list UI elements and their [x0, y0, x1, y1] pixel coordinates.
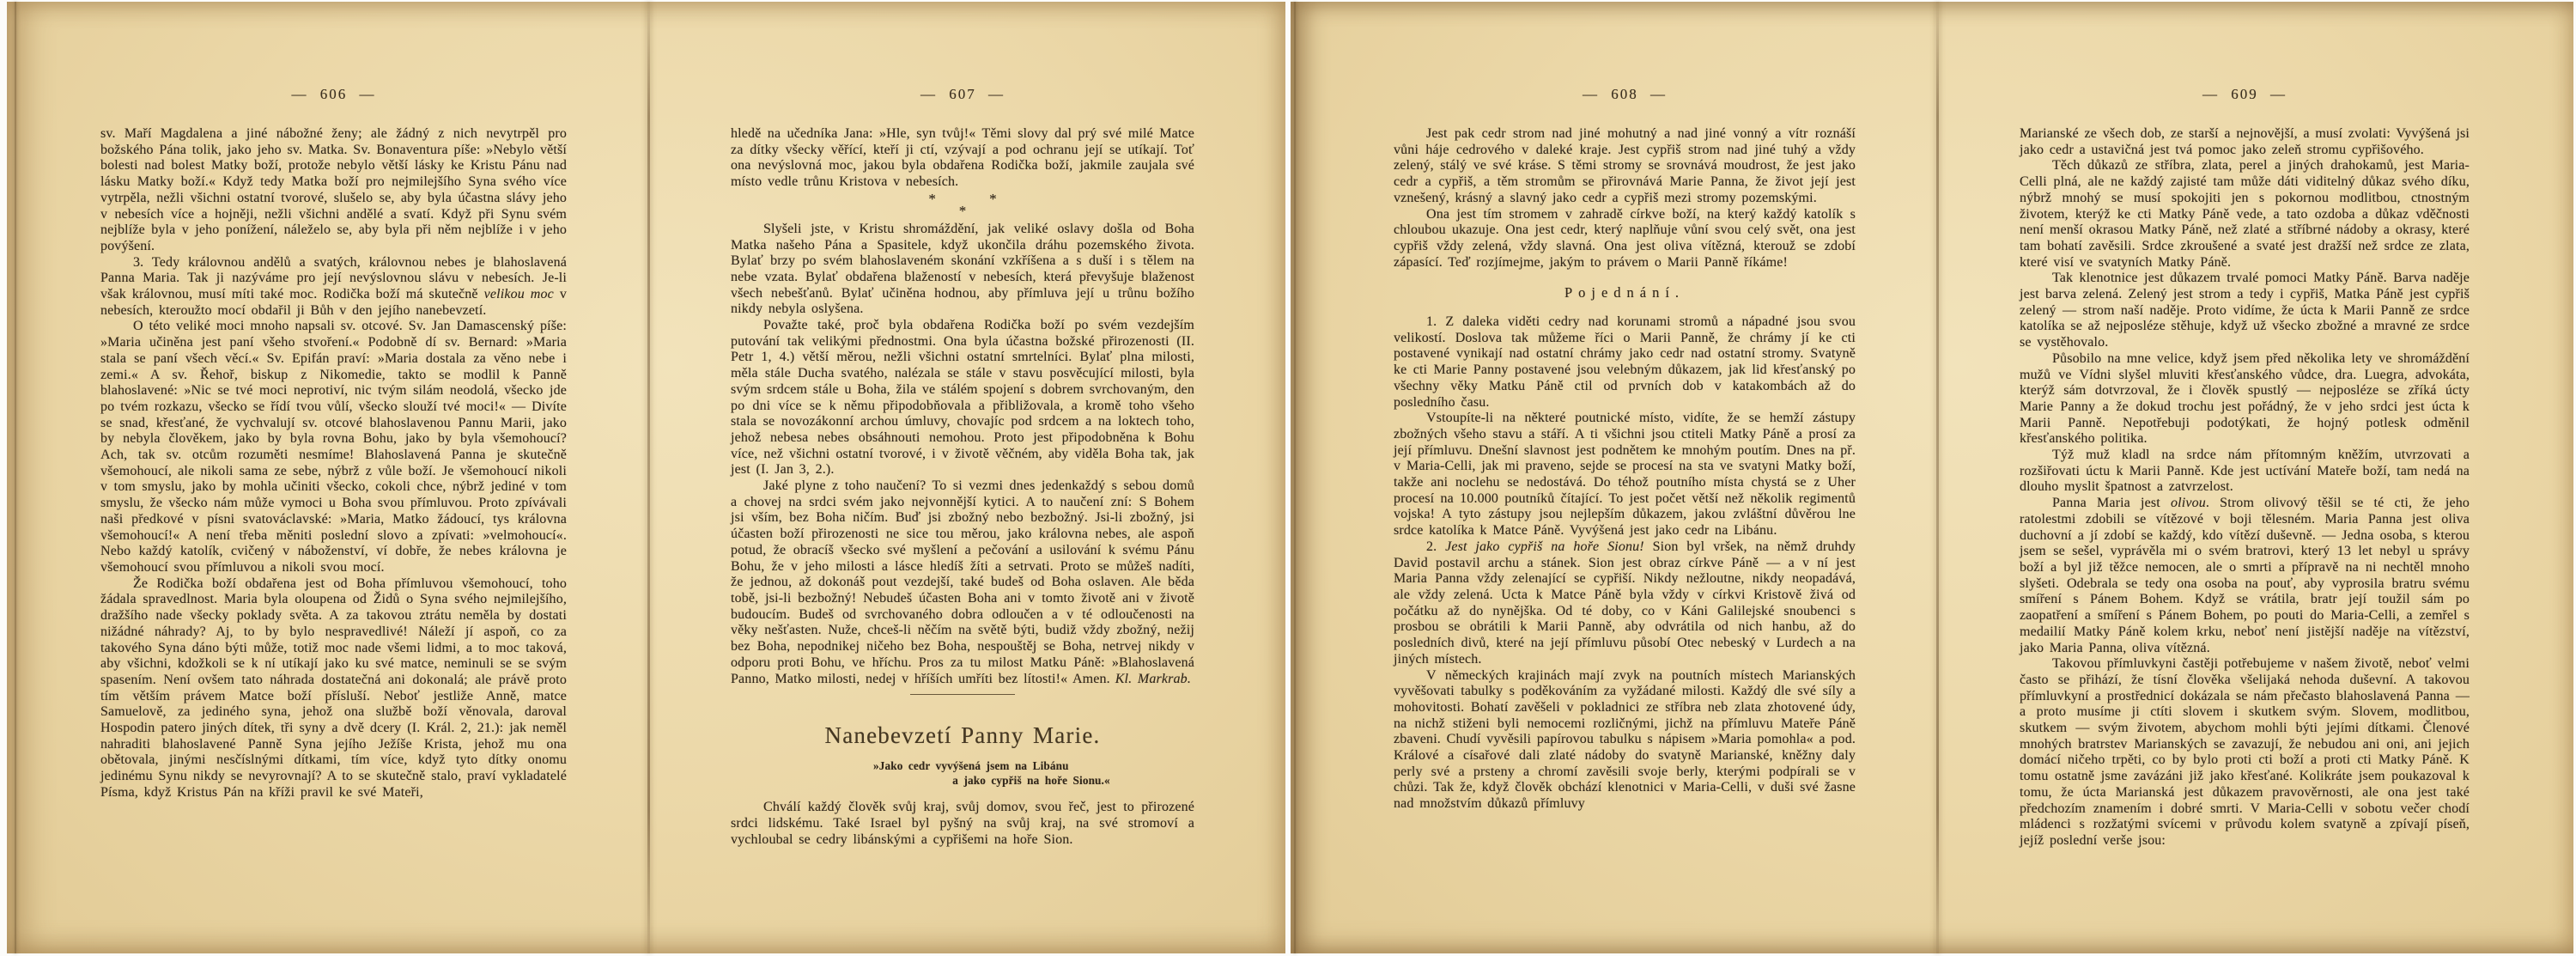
paragraph: V německých krajinách mají zvyk na poutních místech Marianských vyvěšovati tabulky s poděkováním za vyžádané milosti. Každý dle své síly a mohovitosti. Bohatí zavěšeli v pokladnici ze stříbra neb zlata zhotovené údy, na nichž stiženi byli nemocemi rozličnými, jichž na přímluvu Mateře Páně zbaveni. Chudí vyvěsili papírovou tabulku s nápisem »Maria pomohla« a pod. Králové a císařové dali zlaté nádoby do svatyně Marianské, kněžny daly perly své a prsteny a chromí zavěsili svoje berly, kterými podpírali se v chůzi. Tak že, když člověk obchází klenotnici v Maria-Celli, v duši své žasne nad množstvím důkazů přímluvy	[1394, 667, 1856, 812]
asterisk-row: *	[958, 202, 967, 219]
paragraph: Tak klenotnice jest důkazem trvalé pomoci Matky Páně. Barva naděje jest barva zelená. Zelený jest strom a tedy i cypřiš, Matka Páně jest cypřiš zelený — strom naší naděje. Proto vidíme, že úcta k Marii Panně ze srdce katolíka se až nejposléze stěhuje, když už všecko zbožné a mravné ze srdce se vystěhovalo.	[2020, 271, 2470, 350]
gutter-edge-line	[1294, 2, 1296, 953]
paragraph: Týž muž kladl na srdce nám přítomným kněžím, utvrzovati a rozšiřovati úctu k Marii Panně. Kde jest uctívání Mateře boží, tam nedá na dlouho myslit špatnost a zatvrzelost.	[2020, 448, 2470, 495]
epigraph	[873, 758, 1189, 788]
paragraph: sv. Maří Magdalena a jiné nábožné ženy; ale žádný z nich nevytrpěl pro božského Pána tolik, jako jeho sv. Matka. Sv. Bonaventura píše: »Nebylo větší bolesti nad bolest Matky boží, protože nebylo větší lásky ke Kristu Pánu nad lásku Matky boží.« Když tedy Matka boží pro nejmilejšího Syna svého více vytrpěla, nežli všichni ostatní tvorové, slušelo se, aby byla účastna slávy jeho v nebesích více a hojněji, nežli všichni andělé a svatí. Když při Synu svém nejblíže byla v jeho ponížení, náleželo se, aby byla při něm nejblíže i v jeho povýšení.	[100, 126, 567, 253]
page-606	[100, 86, 567, 801]
paragraph: Vstoupíte-li na některé poutnické místo, vidíte, že se hemží zástupy zbožných všeho stavu a stáří. A ti všichni jsou ctiteli Matky Páně a prosí za její přímluvu. Dnešní slavnost jest podnětem ke mnohým poutím. Dnes na př. v Maria-Celli, jak mi praveno, sejde se procesí na sta ve svatyni Matky boží, takže ani noclehu se nedostává. Do téhož poutního místa chystá se z Uher procesí na 10.000 poutníků čítající. To jest počet větší než několik regimentů vojska! A tyto zástupy jsou nejlepším důkazem, jakou zvláštní důvěrou lne srdce katolíka k Matce Páně. Vyvýšená jest jako cedr na Libánu.	[1394, 411, 1856, 539]
asterisk-row: * *	[928, 190, 997, 207]
page-number-header: — 606 —	[291, 86, 376, 102]
paragraph: Těch důkazů ze stříbra, zlata, perel a jiných drahokamů, jest Maria-Celli plná, ale ne každý zajisté tam může dáti viditelný důkaz svého díku, nýbrž mnohý se musí spokojiti jen s pokornou modlitbou, ctnostným životem, kterýž ke cti Matky Páně vede, a tato ozdoba a důkaz vděčnosti není menší okrasou Matky Páně, než zlaté a stříbrné nádoby a okrasy, které tam bohatí zavěsili. Srdce zkroušené a svaté jest dražší než srdce ze zlata, které visí ve svatyních Matky Páně.	[2020, 158, 2470, 270]
page-number-header: — 608 —	[1583, 86, 1667, 102]
spread-center-crease	[647, 2, 650, 953]
page-content	[1394, 126, 1856, 813]
paragraph: Jaké plyne z toho naučení? To si vezmi dnes jedenkaždý s sebou domů a chovej na srdci svém jako nejvonnější kytici. A to naučení zní: S Bohem jsi vším, bez Boha ničím. Buď jsi zbožný nebo bezbožný. Jsi-li zbožný, jsi účasten boží přirozenosti ne sice tou měrou, jako královna nebes, ale aspoň potud, že obracíš všecko své myšlení a pečování a usilování k svému Pánu Bohu, že v jeho milosti a lásce hledíš žíti a setrvati. Proto se můžeš nadíti, že jednou, až dokonáš pout vezdejší, také budeš od Boha oslaven. Ale běda tobě, jsi-li bezbožný! Nebudeš účasten Boha ani v tomto životě ani v životě budoucím. Budeš od svrchovaného dobra odloučen a v té odloučenosti na věky nešťasten. Nuže, chceš-li něčím na světě býti, budiž vždy zbožný, nežij bez Boha, nepodnikej ničeho bez Boha, nespouštěj se Boha, netrvej nikdy v odporu proti Bohu, ve hříchu. Pros za tu milost Matku Páně: »Blahoslavená Panno, Matko milosti, nedej v hříších umříti bez lítosti!« Amen.	[731, 478, 1194, 686]
author-signature: Kl. Markrab.	[1115, 671, 1191, 686]
book-edge-line	[15, 2, 16, 953]
asterisk-separator	[731, 190, 1194, 219]
paragraph: Slyšeli jste, v Kristu shromáždění, jak veliké oslavy došla od Boha Matka našeho Pána a Spasitele, když ukončila dráhu pozemského života. Bylať brzy po svém blahoslaveném skonání vzkříšena a s duší i s tělem na nebe vzata. Bylať obdařena blažeností v nebesích, která převyšuje blaženost všech nebešťanů. Bylať učiněna hodnou, aby přímluva její u trůnu božího nikdy nebyla oslyšena.	[731, 221, 1194, 317]
paragraph: Chválí každý člověk svůj kraj, svůj domov, svou řeč, jest to přirozené srdci lidskému. Také Israel byl pyšný na svůj kraj, na své stromoví a vychloubal se cedry libánskými a cypřišemi na hoře Sion.	[731, 800, 1194, 847]
paragraph: 1. Z daleka viděti cedry nad korunami stromů a nápadné jsou svou velikostí. Doslova tak můžeme říci o Marii Panně, že chrámy jí ke cti postavené vynikají nad ostatní chrámy jako cedr nad ostatní stromy. Svatyně ke cti Marie Panny postavené jsou velebným důkazem, jak lid křesťanský po všechny věky Matku Páně ctil od prvních dob v katakombách až do posledního času.	[1394, 314, 1856, 410]
sermon-title: Nanebevzetí Panny Marie.	[824, 722, 1101, 749]
paragraph: Považte také, proč byla obdařena Rodička boží po svém vezdejším putování tak velikými přednostmi. Ona byla účastna božské přirozenosti (II. Petr 1, 4.) větší měrou, nežli všichni ostatní smrtelníci. Bylať plna milosti, měla stále Ducha svatého, nalézala se stále v stavu posvěcující milosti, byla svým srdcem stále u Boha, žila ve stálém spojení s dobrem svrchovaným, den po dni více se k němu připodobňovala a přibližovala, a kromě toho všeho stala se novozákonní archou úmluvy, chovajíc pod srdcem a na loktech toho, jehož nebesa nebes obsáhnouti nemohou. Proto jest připodobněna k Bohu více, než všichni ostatní tvorové, i v životě věčném, aby viděla Boha tak, jak jest (I. Jan 3, 2.).	[731, 318, 1194, 478]
page-number-header: — 607 —	[920, 86, 1005, 102]
page-number-header: — 609 —	[2202, 86, 2287, 102]
section-heading: Pojednání.	[1564, 284, 1686, 301]
paragraph: O této veliké moci mnoho napsali sv. otcové. Sv. Jan Damascenský píše: »Maria učiněna jest paní všeho stvoření.« Podobně dí sv. Bernard: »Maria stala se paní všech věcí.« Sv. Epifán praví: »Maria dostala za věno nebe i zemi.« A sv. Řehoř, biskup z Nikomedie, takto se modlil k Panně blahoslavené: »Nic se tvé moci neprotiví, nic tvým silám neodolá, všecko jde po tvém rozkazu, všecko se řídí tvou vůlí, všecko slouží tvé moci!« — Divíte se snad, křesťané, že vychvalují sv. otcové blahoslavenou Pannu Marii, jako by nebyla člověkem, jako by byla rovna Bohu, jako by byla všemohoucí? Ach, tak sv. otcům rozuměti nesmíme! Blahoslavená Panna je skutečně všemohoucí, ale nikoli sama ze sebe, nýbrž z vůle boží. Je všemohoucí nikoli v tom smyslu, jako by mohla učiniti všecko, cokoli chce, nýbrž jediné v tom smyslu, že všecko nám může vymoci u Boha svou přímluvou. Proto zpívávali naši předkové v písni svatováclavské: »Maria, Matko žádoucí, tys královna všemohoucí!« A není třeba měniti poslední slovo a zpívati: »velmohoucí«. Nebo každý katolík, cvičený v náboženství, ví dobře, že nebes královna je všemohoucí svou přímluvou a nikoli svou mocí.	[100, 319, 567, 575]
paragraph: 2. Jest jako cypřiš na hoře Sionu! Sion byl vršek, na němž druhdy David postavil archu a stánek. Sion jest obraz církve Páně — a v ní jest Maria Panna vždy zelenající se cypřiší. Nikdy nežloutne, nikdy neopadává, ale vždy zelená. Ucta k Matce Páně byla vždy v církvi Kristově živá od počátku až do nynějška. Od té doby, co v Káni Galilejské snoubenci s prosbou se obrátili k Marii Panně, aby odvrátila od nich hanbu, až do posledních divů, které na její přímluvu působí Otec nebeský v Lurdech a na jiných místech.	[1394, 539, 1856, 667]
epigraph-line: a jako cypřiš na hoře Sionu.«	[952, 774, 1110, 788]
spread-center-crease	[1936, 2, 1939, 953]
page-content	[100, 126, 567, 801]
page-content	[2020, 126, 2470, 849]
page-content	[731, 126, 1194, 848]
epigraph-line: »Jako cedr vyvýšená jsem na Libánu	[873, 759, 1069, 773]
paragraph: 3. Tedy královnou andělů a svatých, královnou nebes je blahoslavená Panna Maria. Tak ji nazýváme pro její nevýslovnou slávu v nebesích. Je-li však královnou, musí míti také moc. Rodička boží má skutečně velikou moc v nebesích, kteroužto mocí obdařil ji Bůh v den jejího nanebevzetí.	[100, 254, 567, 318]
paragraph: hledě na učedníka Jana: »Hle, syn tvůj!« Těmi slovy dal prý své milé Matce za dítky všecky věřící, kteří ji ctí, vzývají a pod ochranu její se utíkají. Toť ona nevýslovná moc, jakou byla obdařena Rodička boží, jakmile zaujala své místo vedle trůnu Kristova v nebesích.	[731, 126, 1194, 190]
paragraph: Marianské ze všech dob, ze starší a nejnovější, a musí zvolati: Vyvýšená jsi jako cedr a ustavičná jest tvá pomoc jako zeleň stromu cypřišového.	[2020, 126, 2470, 157]
paragraph: Působilo na mne velice, když jsem před několika lety ve shromáždění mužů ve Vídni slyšel mluviti křesťanského vůdce, dra. Luegra, advokáta, kterýž sám dotvrzoval, že i člověk spustlý — nejposléze se zříká úcty Marie Panny a že dokud trochu jest pořádný, že v jeho srdci jest úcta k Marii Panně. Nepotřebuji podotýkati, že hojný potlesk odměnil křesťanského politika.	[2020, 350, 2470, 447]
paragraph: Jest pak cedr strom nad jiné mohutný a nad jiné vonný a vítr roznáší vůni háje cedrového v daleké kraje. Jest cypřiš strom nad jiné tuhý a vždy zelený, stálý ve své kráse. S těmi stromy se srovnává moudrost, že jest jako cedr a cypřiš, a těm stromům se přirovnává Marie Panna, že život její jest vznešený, krásný a slavný jako cedr a cypřiš mezi stromy pozemskými.	[1394, 126, 1856, 205]
paragraph: Panna Maria jest olivou. Strom olivový těšil se té cti, že jeho ratolestmi zdobili se vítězové v boji tělesném. Maria Panna jest oliva duchovní a jí zdobí se každý, kdo vítězí duševně. — Jedna osoba, s kterou jsem se sešel, vyprávěla mi o svém bratrovi, který 13 let nebyl u správy boží a byl již těžce nemocen, ale o smrti a přípravě na ni nechtěl mnoho slyšeti. Odebrala se tedy ona osoba na pouť, aby vyprosila bratru svému smíření s Pánem Bohem. Když se vrátila, bratr její toužil sám po zaopatření a smíření s Pánem Bohem, po pouti do Maria-Celli, a zemřel s medailií Matky Páně kolem krku, neboť není jistější naděje na vítězství, jako Maria Panna, oliva vítězná.	[2020, 496, 2470, 655]
page-608	[1394, 86, 1856, 813]
paragraph: Ona jest tím stromem v zahradě církve boží, na který každý katolík s chloubou ukazuje. Ona jest cedr, který naplňuje vůní svou celý svět, ona jest cypřiš vždy zelená, vždy slavná. Ona jest oliva vítězná, kterouž se zdobí zápasící. Teď rozjímejme, jakým to právem o Marii Panně říkáme!	[1394, 206, 1856, 270]
paragraph: Že Rodička boží obdařena jest od Boha přímluvou všemohoucí, toho žádala spravedlnost. Maria byla oloupena od Židů o Syna svého nejmilejšího, dražšího nade všecky poklady světa. A za takovou ztrátu neměla by dostati nižádné náhrady? Aj, to by bylo nespravedlivé! Náleží jí aspoň, co za takového Syna dáno býti může, totiž moc nade všemi lidmi, a to moc taková, aby všichni, kdožkoli se k ní utíkají jako ku své matce, neminuli se se svým spasením. Není ovšem tato náhrada dostatečná ani dokonalá; ale právě proto tím větším právem Matce boží přísluší. Neboť jestliže Anně, matce Samuelově, za jediného syna, jehož ona službě boží věnovala, daroval Hospodin patero jiných dítek, tři syny a dvě dcery (I. Král. 2, 21.): jak neměl nahraditi blahoslavené Panně Syna jejího Ježíše Krista, jehož mu ona obětovala, jinými nesčíslnými dítkami, tím více, když tyto dítky onomu jedinému Synu nikdy se nevyrovnají? A to se skutečně stalo, praví vykladatelé Písma, když Kristus Pán na kříži pravil ke své Mateři,	[100, 575, 567, 800]
page-607	[731, 86, 1194, 848]
divider-rule	[910, 694, 1015, 695]
paragraph: Takovou přímluvkyni častěji potřebujeme v našem životě, neboť velmi často se přihází, že tísní člověka všelijaká nehoda duševní. A takovou přímluvkyní a prostřednicí dokázala se nám přečasto blahoslavená Panna — a proto musíme ji ctíti slovem i skutkem svým. Slovem, modlitbou, skutkem — svým životem, abychom mohli býti jejími dítkami. Členové mnohých bratrstev Marianských se zavazují, že nebudou ani oni, ani jejich domácí ničeho trpěti, co by bylo proti cti boží a proti cti Matky Páně. K tomu ostatně jsme zavázáni již jako křesťané. Kolikráte jsem poukazoval k tomu, že úcta Marianská jest důkazem pravověrnosti, ale ona jest také předchozím znamením i dobré smrti. V Maria-Celli v sobotu večer chodí mládenci s rozžatými svícemi v průvodu kolem svatyně a zpívají píseň, jejíž poslední verše jsou:	[2020, 656, 2470, 848]
page-609	[2020, 86, 2470, 849]
